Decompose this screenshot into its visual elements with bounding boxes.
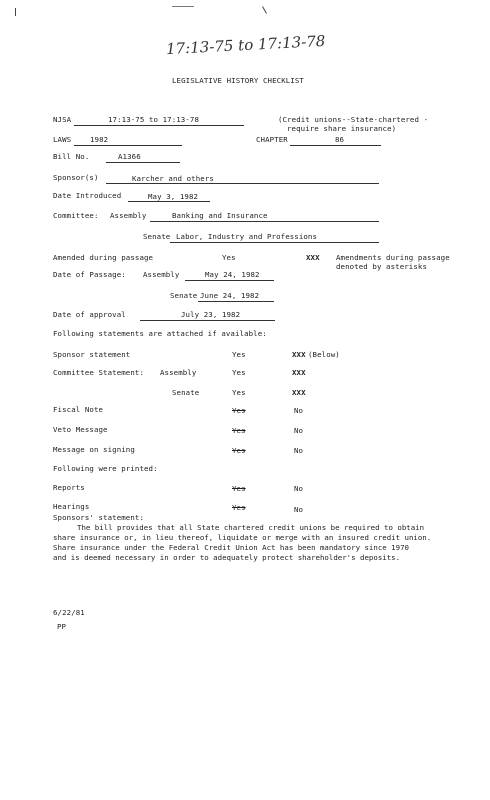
committee-label: Committee: xyxy=(53,211,99,220)
scan-mark xyxy=(15,8,16,16)
fiscal-label: Fiscal Note xyxy=(53,405,104,414)
reports-no: No xyxy=(294,484,304,493)
introduced-label: Date Introduced xyxy=(53,191,122,200)
page-title: LEGISLATIVE HISTORY CHECKLIST xyxy=(172,76,304,85)
printed-header: Following were printed: xyxy=(53,464,158,473)
scan-mark xyxy=(172,6,194,7)
veto-label: Veto Message xyxy=(53,425,108,434)
passage-assembly-underline xyxy=(185,280,274,281)
passage-senate-label: Senate xyxy=(170,291,198,300)
committee-assembly-value: Banking and Insurance xyxy=(172,211,268,220)
reports-yes: Yes xyxy=(232,484,246,493)
sponsor-label: Sponsor(s) xyxy=(53,173,99,182)
signing-no: No xyxy=(294,446,304,455)
laws-label: LAWS xyxy=(53,135,72,144)
amended-note-line1: Amendments during passage xyxy=(336,253,450,262)
veto-yes: Yes xyxy=(232,426,246,435)
committee-statement-assembly-yes: Yes xyxy=(232,368,246,377)
approval-label: Date of approval xyxy=(53,310,126,319)
committee-statement-senate-no: XXX xyxy=(292,388,306,397)
introduced-value: May 3, 1982 xyxy=(148,192,199,201)
amended-note-line2: denoted by asterisks xyxy=(336,262,427,271)
committee-senate-label: Senate xyxy=(143,232,171,241)
passage-assembly-value: May 24, 1982 xyxy=(205,270,260,279)
hearings-yes: Yes xyxy=(232,503,246,512)
njsa-label: NJSA xyxy=(53,115,72,124)
reports-label: Reports xyxy=(53,483,85,492)
committee-statement-senate-yes: Yes xyxy=(232,388,246,397)
committee-statement-label: Committee Statement: xyxy=(53,368,144,377)
sponsor-statement-no: XXX xyxy=(292,350,306,359)
passage-senate-value: June 24, 1982 xyxy=(200,291,260,300)
sponsors-statement-line-1: The bill provides that all State chartered credit unions be required to obtain xyxy=(77,523,425,532)
sponsor-statement-yes: Yes xyxy=(232,350,246,359)
hearings-label: Hearings xyxy=(53,502,90,511)
fiscal-no: No xyxy=(294,406,304,415)
veto-no: No xyxy=(294,426,304,435)
committee-statement-senate: Senate xyxy=(172,388,200,397)
approval-underline xyxy=(140,320,275,321)
handwritten-heading: 17:13-75 to 17:13-78 xyxy=(165,31,326,59)
approval-value: July 23, 1982 xyxy=(181,310,241,319)
bill-label: Bill No. xyxy=(53,152,90,161)
sponsor-statement-label: Sponsor statement xyxy=(53,350,131,359)
njsa-note-line1: (Credit unions--State-chartered - xyxy=(278,115,429,124)
chapter-label: CHAPTER xyxy=(256,135,288,144)
committee-senate-value: Labor, Industry and Professions xyxy=(176,232,318,241)
bill-underline xyxy=(106,162,180,163)
signing-yes: Yes xyxy=(232,446,246,455)
laws-value: 1982 xyxy=(90,135,109,144)
bill-value: A1366 xyxy=(118,152,141,161)
committee-assembly-label: Assembly xyxy=(110,211,147,220)
committee-statement-assembly: Assembly xyxy=(160,368,197,377)
committee-senate-underline xyxy=(170,242,379,243)
sponsors-statement-line-3: Share insurance under the Federal Credit Union Act has been mandatory since 1970 xyxy=(53,543,409,552)
committee-statement-assembly-no: XXX xyxy=(292,368,306,377)
fiscal-yes: Yes xyxy=(232,406,246,415)
scan-mark xyxy=(262,6,267,13)
committee-assembly-underline xyxy=(150,221,379,222)
introduced-underline xyxy=(128,201,210,202)
chapter-underline xyxy=(290,145,381,146)
signing-label: Message on signing xyxy=(53,445,135,454)
sponsors-statement-heading: Sponsors' statement: xyxy=(53,513,144,522)
amended-label: Amended during passage xyxy=(53,253,154,262)
amended-no: XXX xyxy=(306,253,320,262)
sponsor-value: Karcher and others xyxy=(132,174,214,183)
chapter-value: 86 xyxy=(335,135,345,144)
njsa-underline xyxy=(74,125,244,126)
passage-assembly-label: Assembly xyxy=(143,270,180,279)
sponsor-statement-note: (Below) xyxy=(308,350,340,359)
amended-yes: Yes xyxy=(222,253,236,262)
njsa-value: 17:13-75 to 17:13-78 xyxy=(108,115,199,124)
footer-initials: PP xyxy=(57,622,67,631)
statements-header: Following statements are attached if available: xyxy=(53,329,267,338)
laws-underline xyxy=(74,145,182,146)
sponsor-underline xyxy=(106,183,379,184)
hearings-no: No xyxy=(294,505,304,514)
sponsors-statement-line-2: share insurance or, in lieu thereof, liquidate or merge with an insured credit union. xyxy=(53,533,432,542)
footer-date: 6/22/81 xyxy=(53,608,85,617)
passage-label: Date of Passage: xyxy=(53,270,126,279)
sponsors-statement-line-4: and is deemed necessary in order to adequately protect shareholder's deposits. xyxy=(53,553,401,562)
njsa-note-line2: require share insurance) xyxy=(287,124,397,133)
passage-senate-underline xyxy=(198,301,274,302)
